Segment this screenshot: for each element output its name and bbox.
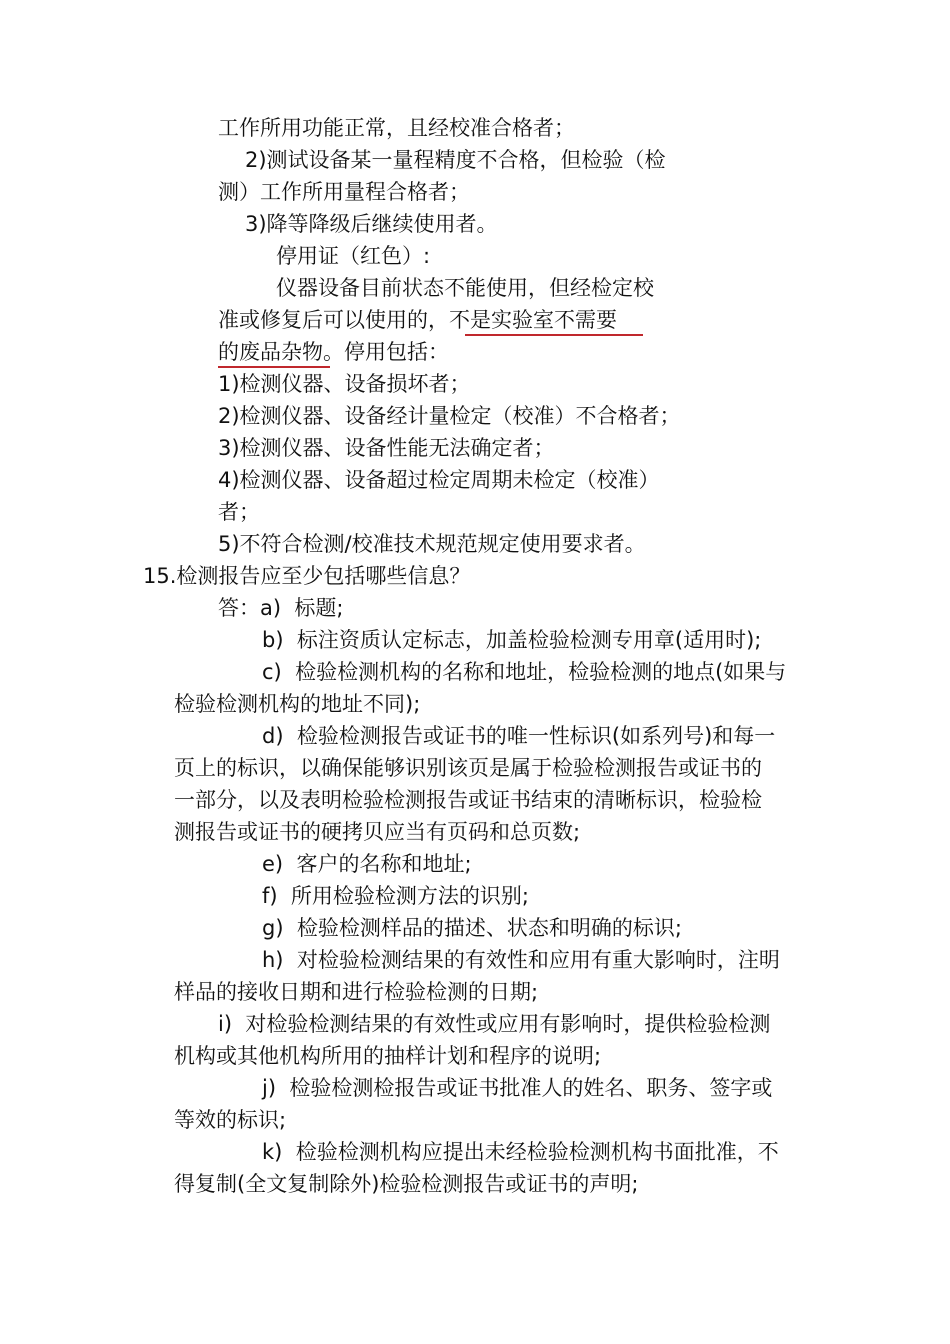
text-line: 工作所用功能正常，且经校准合格者；	[218, 116, 575, 140]
text-line: i) 对检验检测结果的有效性或应用有影响时，提供检验检测	[218, 1012, 771, 1036]
text-line: e) 客户的名称和地址;	[262, 852, 472, 876]
text-line: 的废品杂物。停用包括：	[218, 340, 449, 364]
text-line: d) 检验检测报告或证书的唯一性标识(如系列号)和每一	[262, 724, 776, 748]
text-line: g) 检验检测样品的描述、状态和明确的标识;	[262, 916, 682, 940]
text-line: 页上的标识，以确保能够识别该页是属于检验检测报告或证书的	[174, 756, 762, 780]
text-line: 检验检测机构的地址不同);	[174, 692, 421, 716]
text-line: 得复制(全文复制除外)检验检测报告或证书的声明;	[174, 1172, 639, 1196]
text-line: 5)不符合检测/校准技术规范规定使用要求者。	[218, 532, 646, 556]
red-underline	[218, 366, 330, 368]
text-line: 样品的接收日期和进行检验检测的日期;	[174, 980, 539, 1004]
text-line: 一部分，以及表明检验检测报告或证书结束的清晰标识，检验检	[174, 788, 762, 812]
text-line: 停用证（红色）:	[276, 244, 431, 268]
text-line: 2)检测仪器、设备经计量检定（校准）不合格者；	[218, 404, 681, 428]
section-heading: 15.检测报告应至少包括哪些信息？	[143, 564, 471, 588]
text-line: b) 标注资质认定标志，加盖检验检测专用章(适用时);	[262, 628, 762, 652]
text-line: h) 对检验检测结果的有效性和应用有重大影响时，注明	[262, 948, 780, 972]
text-line: 4)检测仪器、设备超过检定周期未检定（校准）	[218, 468, 660, 492]
text-line: 机构或其他机构所用的抽样计划和程序的说明;	[174, 1044, 602, 1068]
text-line: 3)检测仪器、设备性能无法确定者；	[218, 436, 555, 460]
text-line: 3)降等降级后继续使用者。	[245, 212, 498, 236]
text-line: 等效的标识;	[174, 1108, 287, 1132]
text-line: 仪器设备目前状态不能使用，但经检定校	[276, 276, 654, 300]
text-line: 测报告或证书的硬拷贝应当有页码和总页数;	[174, 820, 581, 844]
text-line: j) 检验检测检报告或证书批准人的姓名、职务、签字或	[262, 1076, 773, 1100]
text-line: 答：a) 标题;	[218, 596, 344, 620]
text-line: f) 所用检验检测方法的识别;	[262, 884, 530, 908]
text-line: 测）工作所用量程合格者；	[218, 180, 470, 204]
red-underline	[465, 334, 643, 336]
text-line: k) 检验检测机构应提出未经检验检测机构书面批准，不	[262, 1140, 779, 1164]
text-line: 准或修复后可以使用的，不是实验室不需要	[218, 308, 617, 332]
text-line: 2)测试设备某一量程精度不合格，但检验（检	[245, 148, 666, 172]
text-line: 者；	[218, 500, 260, 524]
text-line: 1)检测仪器、设备损坏者；	[218, 372, 471, 396]
text-line: c) 检验检测机构的名称和地址，检验检测的地点(如果与	[262, 660, 787, 684]
